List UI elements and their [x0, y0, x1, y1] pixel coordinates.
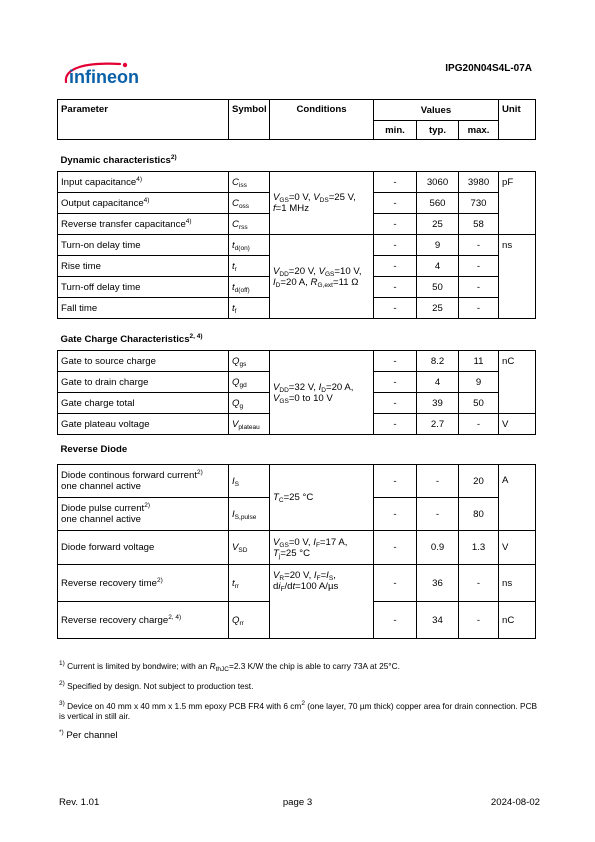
symbol: Q — [232, 376, 240, 388]
parameter-note: one channel active — [61, 481, 142, 492]
footnote-ref: 4) — [136, 175, 142, 183]
parameter-name: Fall time — [58, 298, 229, 319]
symbol: C — [232, 197, 239, 209]
max-header: max. — [459, 121, 499, 140]
min-value: - — [374, 531, 417, 565]
symbol: t — [232, 577, 235, 589]
symbol: t — [232, 260, 235, 272]
max-value: 50 — [459, 393, 499, 414]
unit-header: Unit — [499, 100, 536, 140]
symbol-subscript: plateau — [238, 423, 260, 431]
typ-value: 0.9 — [417, 531, 459, 565]
date: 2024-08-02 — [490, 797, 540, 808]
min-value: - — [374, 298, 417, 319]
parameter-name: Turn-off delay time — [58, 277, 229, 298]
typ-value: 50 — [417, 277, 459, 298]
symbol-subscript: f — [234, 307, 237, 315]
footnote-ref: 4) — [185, 217, 192, 225]
footnote-ref: 2) — [196, 469, 203, 476]
min-value: - — [374, 256, 417, 277]
max-value: - — [459, 235, 499, 256]
footnote-2: $^{2)}$ Specified by design. Not subject to production test. — [59, 680, 254, 691]
symbol-subscript: SD — [238, 547, 248, 554]
symbol-subscript: gs — [239, 360, 247, 368]
max-value: - — [459, 298, 499, 319]
electrical-characteristics-table — [57, 99, 536, 639]
typ-value: 39 — [417, 393, 459, 414]
condition-cell: $T_C=25$ °C — [270, 465, 374, 531]
parameter-name: Diode continous forward current — [61, 470, 197, 481]
min-value: - — [374, 172, 417, 193]
symbol-subscript: gd — [239, 381, 247, 389]
min-value: - — [374, 351, 417, 372]
svg-text:infineon: infineon — [69, 67, 139, 87]
symbol-subscript: iss — [238, 181, 247, 189]
parameter-name: Gate to source charge — [58, 351, 229, 372]
symbol-subscript: g — [239, 402, 244, 410]
max-value: 3980 — [459, 172, 499, 193]
unit: A — [499, 465, 536, 531]
parameter-name: Gate plateau voltage — [58, 414, 229, 435]
min-value: - — [374, 214, 417, 235]
typ-value: 4 — [417, 372, 459, 393]
symbol-subscript: S — [234, 480, 240, 488]
symbol: V — [232, 542, 239, 553]
typ-value: 8.2 — [417, 351, 459, 372]
symbol: Q — [232, 614, 240, 626]
table-row — [58, 565, 536, 602]
typ-value: - — [417, 465, 459, 498]
parameter-name: Output capacitance — [61, 197, 144, 209]
min-value: - — [374, 498, 417, 531]
typ-value: 2.7 — [417, 414, 459, 435]
footnote-ref: 2, 4) — [168, 613, 182, 621]
max-value: - — [459, 602, 499, 639]
max-value: 730 — [459, 193, 499, 214]
parameter-name: Input capacitance — [61, 176, 137, 188]
footnote-ref: 2) — [156, 576, 163, 584]
symbol-subscript: S,pulse — [234, 513, 257, 521]
conditions-header: Conditions — [270, 100, 374, 140]
typ-header: typ. — [417, 121, 459, 140]
unit: V — [499, 531, 536, 565]
min-value: - — [374, 414, 417, 435]
min-value: - — [374, 602, 417, 639]
section-reverse-diode — [58, 435, 536, 465]
page-number: page 3 — [282, 797, 313, 808]
parameter-name: Gate charge total — [58, 393, 229, 414]
symbol-subscript: rss — [238, 223, 248, 231]
section-title: Reverse Diode — [58, 435, 536, 465]
parameter-header: Parameter — [58, 100, 229, 140]
symbol-subscript: rr — [239, 619, 244, 627]
max-value: - — [459, 256, 499, 277]
footnote-ref: 4) — [143, 196, 150, 204]
parameter-name: Reverse recovery charge — [61, 614, 169, 626]
header-row — [58, 100, 536, 121]
table-row — [58, 465, 536, 498]
symbol: t — [232, 302, 235, 314]
symbol-subscript: rr — [234, 582, 240, 590]
max-value: 20 — [459, 465, 499, 498]
min-value: - — [374, 565, 417, 602]
typ-value: 25 — [417, 298, 459, 319]
typ-value: - — [417, 498, 459, 531]
values-header: Values — [374, 100, 499, 121]
typ-value: 25 — [417, 214, 459, 235]
min-value: - — [374, 277, 417, 298]
unit: pF — [499, 172, 536, 235]
section-gate-charge — [58, 319, 536, 351]
symbol: t — [232, 281, 235, 293]
min-header: min. — [374, 121, 417, 140]
footnote-1: $^{1)}$ Current is limited by bondwire; with an $R_{thJC}=2.3$ K/W the chip is able to carry 73A at 25°C. — [59, 660, 400, 673]
table-row — [58, 351, 536, 372]
typ-value: 34 — [417, 602, 459, 639]
min-value: - — [374, 193, 417, 214]
revision: Rev. 1.01 — [59, 797, 100, 808]
unit: V — [499, 414, 536, 435]
condition-cell: $V_{GS}=0$ V, $V_{DS}=25$ V, f=1 MHz — [270, 172, 374, 235]
table-row — [58, 235, 536, 256]
section-title: Gate Charge Characteristics — [60, 334, 190, 345]
typ-value: 4 — [417, 256, 459, 277]
symbol: t — [232, 239, 235, 251]
max-value: - — [459, 277, 499, 298]
footnote-ref: 2, 4) — [189, 333, 203, 340]
symbol: C — [232, 218, 239, 230]
max-value: - — [459, 414, 499, 435]
symbol-subscript: d(on) — [234, 244, 250, 252]
condition-cell: $V_{DD}=20$ V, $V_{GS}=10$ V, $I_D=20$ A, $R_{G,ext}=11$ Ω — [270, 235, 374, 319]
min-value: - — [374, 465, 417, 498]
parameter-name: Diode pulse current — [61, 503, 145, 514]
unit: ns — [499, 565, 536, 602]
condition-cell: $V_R=20$ V, $I_F=I_S$, $di_F/dt=100$ A/µs — [270, 565, 374, 639]
condition-cell: $V_{DD}=32$ V, $I_D=20$ A, $V_{GS}=0$ to 10 V — [270, 351, 374, 435]
symbol: Q — [232, 397, 240, 409]
symbol: Q — [232, 355, 240, 367]
symbol: V — [232, 418, 239, 430]
symbol: I — [232, 475, 235, 487]
parameter-name: Reverse transfer capacitance — [61, 218, 186, 230]
parameter-name: Rise time — [58, 256, 229, 277]
table-row — [58, 172, 536, 193]
symbol: C — [232, 176, 239, 188]
infineon-logo — [62, 60, 142, 90]
symbol: I — [232, 508, 235, 520]
symbol-header: Symbol — [229, 100, 270, 140]
footnotes — [59, 661, 539, 751]
footnote-4: *) Per channel — [59, 729, 118, 741]
typ-value: 9 — [417, 235, 459, 256]
footnote-ref: 2) — [144, 502, 150, 509]
min-value: - — [374, 393, 417, 414]
max-value: 58 — [459, 214, 499, 235]
max-value: 80 — [459, 498, 499, 531]
table-row — [58, 531, 536, 565]
footnote-ref: 2) — [170, 154, 177, 161]
parameter-note: one channel active — [61, 514, 142, 525]
max-value: - — [459, 565, 499, 602]
document-title: IPG20N04S4L-07A — [445, 63, 532, 74]
condition-cell: $V_{GS}=0$ V, $I_F=17$ A, $T_j=25$ °C — [270, 531, 374, 565]
parameter-name: Diode forward voltage — [58, 531, 229, 565]
typ-value: 36 — [417, 565, 459, 602]
typ-value: 3060 — [417, 172, 459, 193]
max-value: 9 — [459, 372, 499, 393]
unit: nC — [499, 602, 536, 639]
footnote-3: $^{3)}$ Device on 40 mm x 40 mm x 1.5 mm epoxy PCB FR4 with 6 $cm^2$ (one layer, 70 µm thick) copper area for drain connection. PCB is vertical in still air. — [59, 700, 538, 721]
typ-value: 560 — [417, 193, 459, 214]
parameter-name: Turn-on delay time — [58, 235, 229, 256]
section-title: Dynamic characteristics — [60, 155, 171, 166]
min-value: - — [374, 235, 417, 256]
min-value: - — [374, 372, 417, 393]
symbol-subscript: r — [234, 265, 237, 273]
section-dynamic — [58, 140, 536, 172]
symbol-subscript: oss — [238, 202, 250, 210]
max-value: 11 — [459, 351, 499, 372]
unit: nC — [499, 351, 536, 414]
unit: ns — [499, 235, 536, 319]
parameter-name: Reverse recovery time — [61, 577, 157, 589]
parameter-name: Gate to drain charge — [58, 372, 229, 393]
max-value: 1.3 — [459, 531, 499, 565]
symbol-subscript: d(off) — [234, 286, 250, 294]
